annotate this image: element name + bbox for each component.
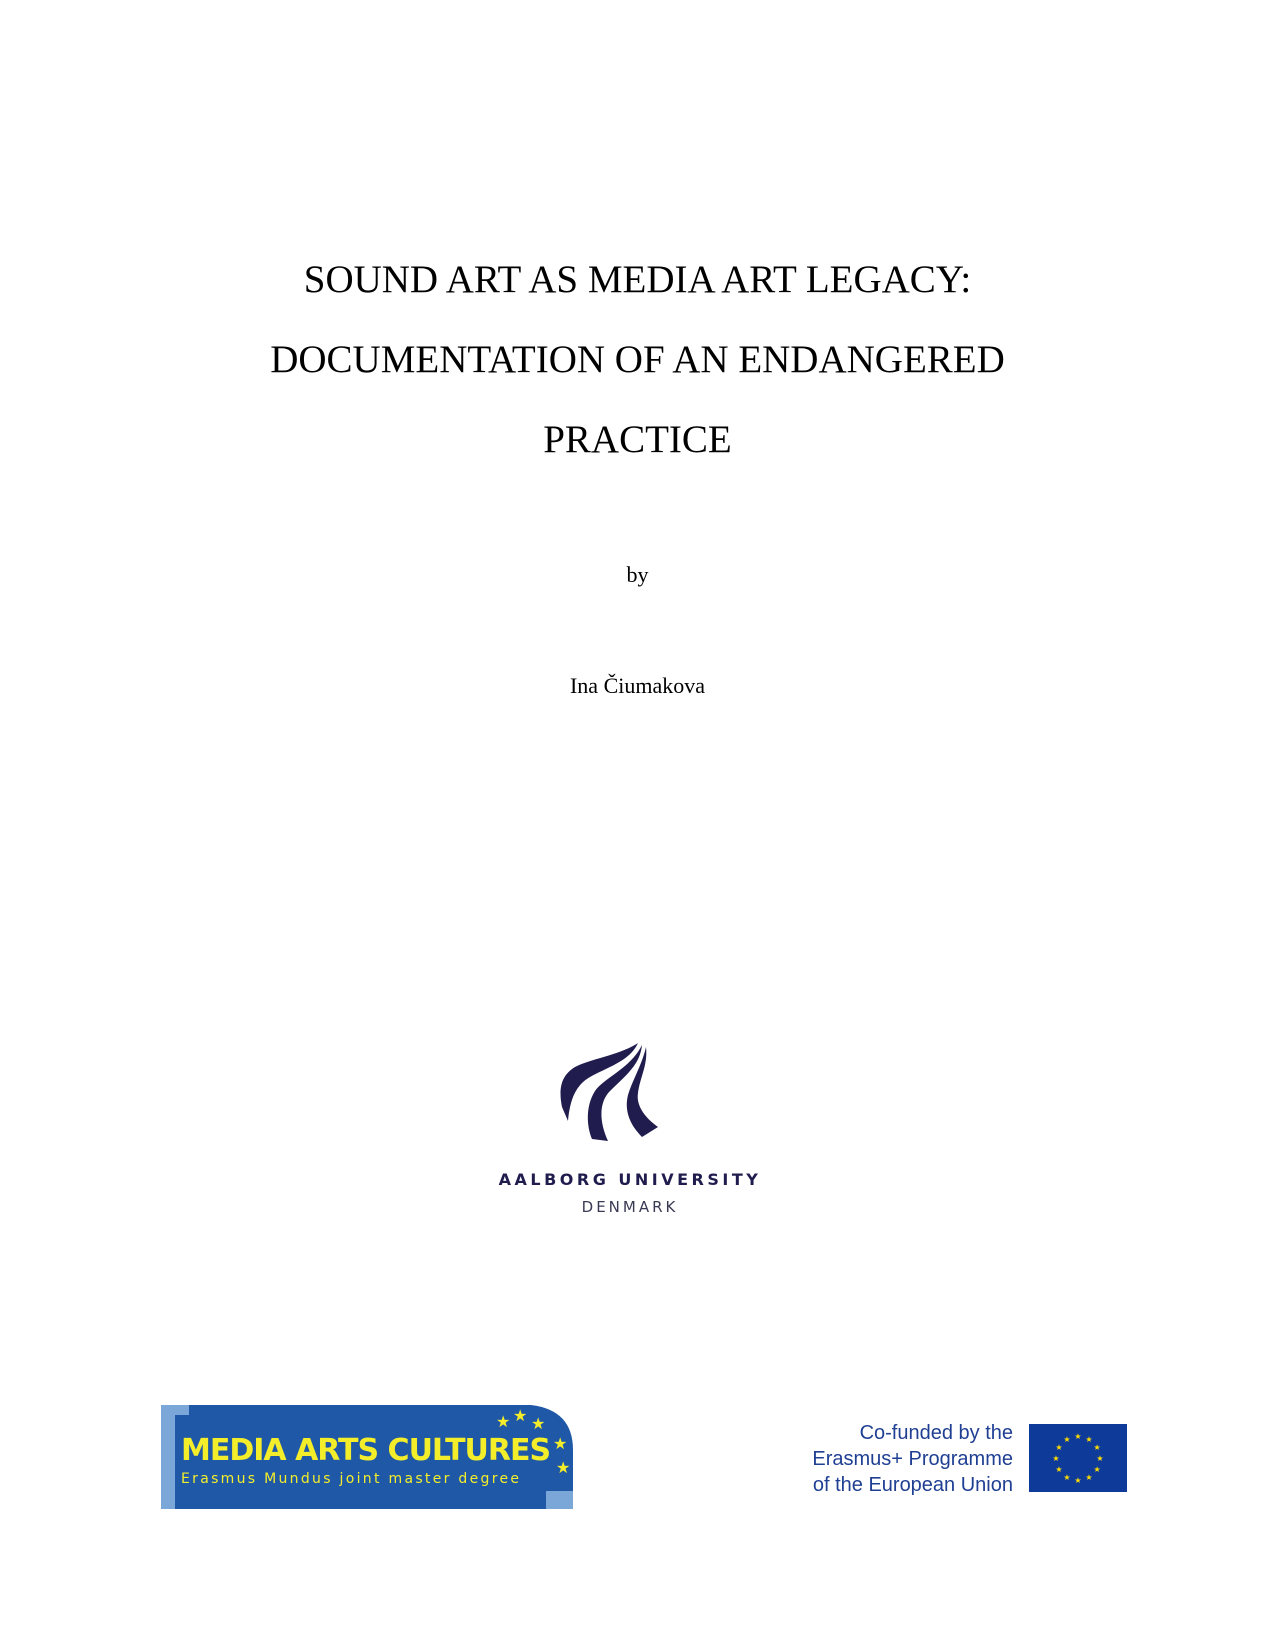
mac-subtitle: Erasmus Mundus joint master degree xyxy=(181,1471,522,1487)
eu-text-line-2: Erasmus+ Programme xyxy=(812,1448,1013,1470)
title-line-3: PRACTICE xyxy=(543,418,732,461)
eu-star-icon: ★ xyxy=(1085,1473,1093,1483)
svg-text:★: ★ xyxy=(556,1458,571,1477)
svg-text:★: ★ xyxy=(513,1406,528,1425)
university-name: AALBORG UNIVERSITY xyxy=(498,1170,762,1189)
eu-star-icon: ★ xyxy=(1093,1465,1101,1474)
by-label: by xyxy=(626,562,649,587)
svg-text:★: ★ xyxy=(496,1412,511,1431)
document-title xyxy=(0,240,1275,480)
title-line-1: SOUND ART AS MEDIA ART LEGACY: xyxy=(303,258,972,301)
eu-star-icon: ★ xyxy=(1063,1473,1071,1483)
eu-star-icon: ★ xyxy=(1052,1454,1060,1463)
eu-star-icon: ★ xyxy=(1074,1432,1082,1441)
svg-text:★: ★ xyxy=(553,1434,568,1453)
author-name: Ina Čiumakova xyxy=(569,673,706,698)
media-arts-cultures-logo xyxy=(161,1405,573,1509)
aau-emblem-icon xyxy=(480,1035,780,1145)
eu-star-icon: ★ xyxy=(1074,1476,1082,1485)
eu-text-line-3: of the European Union xyxy=(812,1474,1013,1496)
aalborg-university-logo xyxy=(480,1035,780,1216)
eu-flag-icon xyxy=(1029,1424,1127,1492)
svg-text:★: ★ xyxy=(531,1414,546,1433)
eu-star-icon: ★ xyxy=(1093,1443,1101,1452)
mac-title: MEDIA ARTS CULTURES xyxy=(181,1433,551,1468)
eu-text-line-1: Co-funded by the xyxy=(859,1422,1013,1444)
eu-star-icon: ★ xyxy=(1063,1434,1071,1444)
eu-star-icon: ★ xyxy=(1096,1454,1104,1463)
eu-star-icon: ★ xyxy=(1085,1434,1093,1444)
erasmus-cofunded-text xyxy=(780,1420,1013,1498)
eu-star-icon: ★ xyxy=(1055,1465,1063,1474)
eu-star-icon: ★ xyxy=(1055,1443,1063,1452)
title-line-2: DOCUMENTATION OF AN ENDANGERED xyxy=(270,338,1005,381)
university-country: DENMARK xyxy=(581,1198,679,1216)
